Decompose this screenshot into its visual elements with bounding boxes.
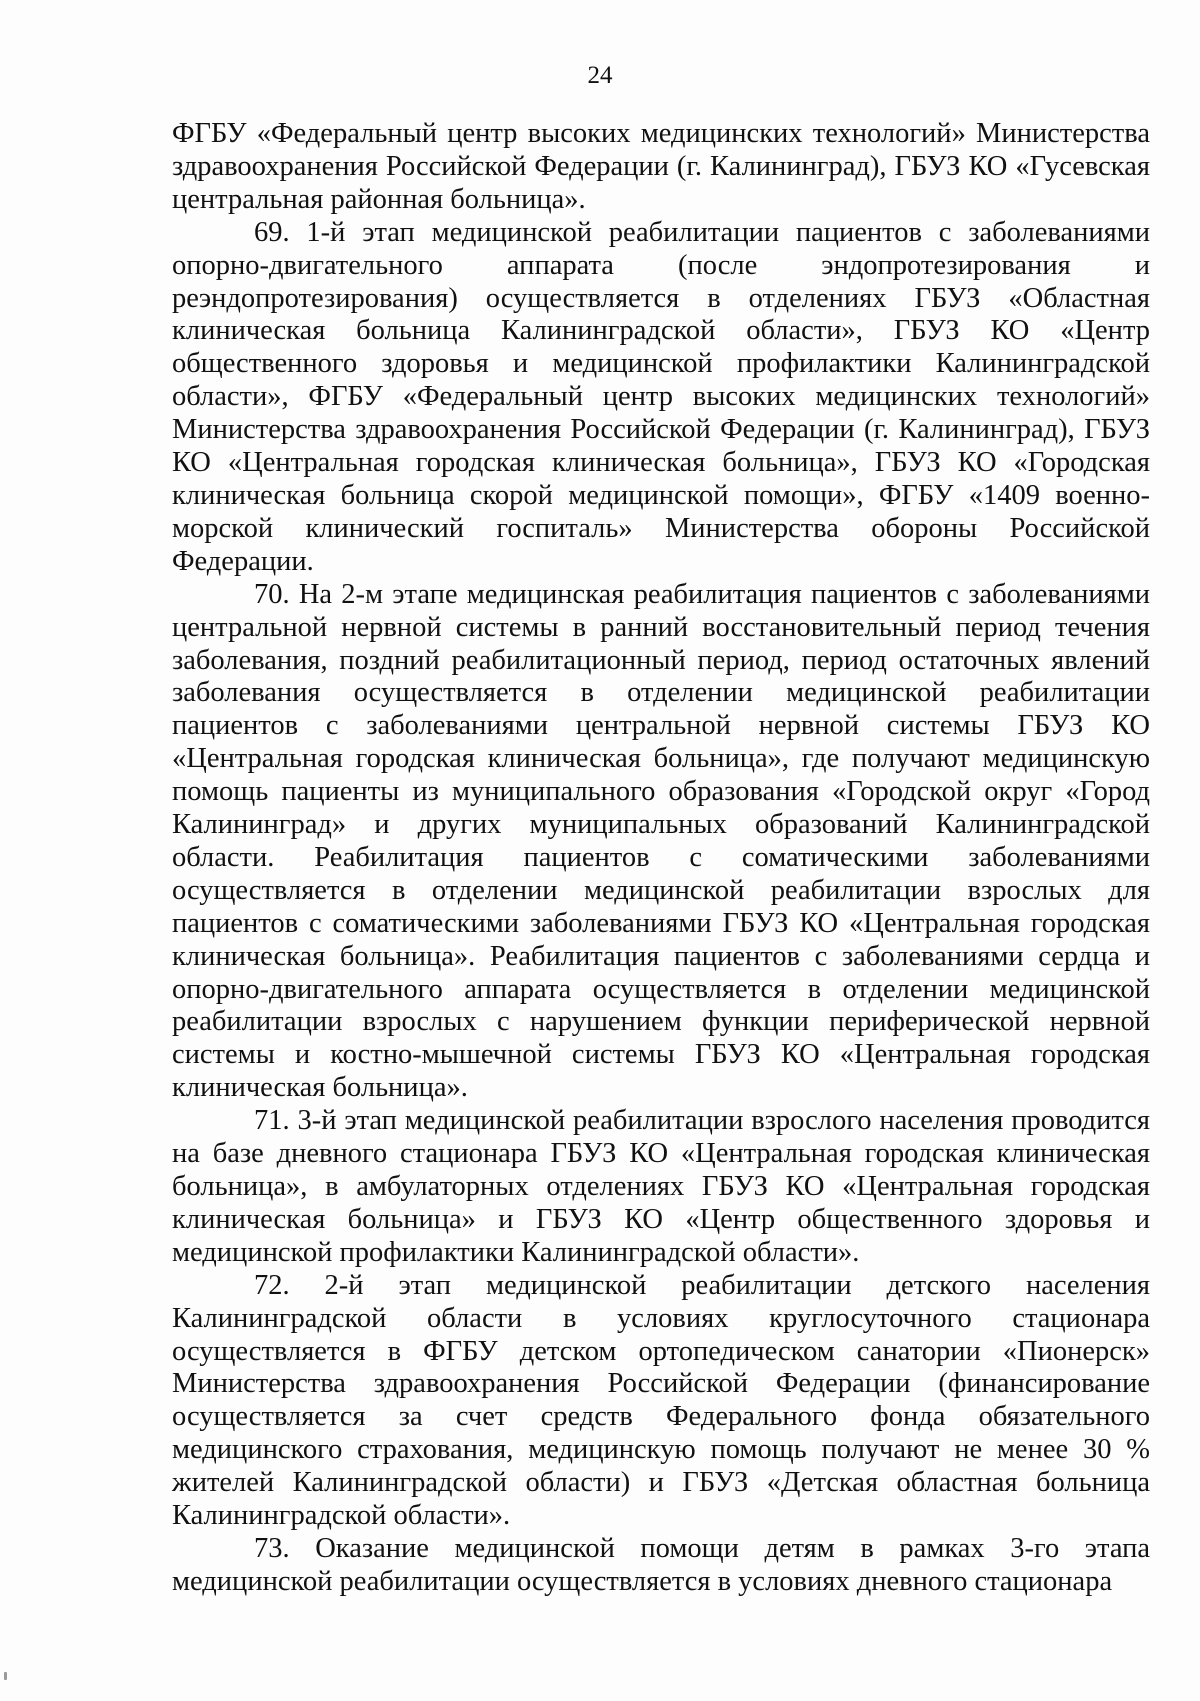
document-body <box>172 118 1150 1599</box>
scan-artifact-mark <box>4 1672 7 1680</box>
paragraph-71: 71. 3-й этап медицинской реабилитации взрослого населения проводится на базе дневного стационара ГБУЗ КО «Центральная городская клиническая больница», в амбулаторных отделениях ГБУЗ КО «Центральная городская клиническая больница» и ГБУЗ КО «Центр общественного здоровья и медицинской профилактики Калининградской области». <box>172 1105 1150 1268</box>
paragraph-72: 72. 2-й этап медицинской реабилитации детского населения Калининградской области в условиях круглосуточного стационара осуществляется в ФГБУ детском ортопедическом санатории «Пионерск» Министерства здравоохранения Российской Федерации (финансирование осуществляется за счет средств Федерального фонда обязательного медицинского страхования, медицинскую помощь получают не менее 30 % жителей Калининградской области) и ГБУЗ «Детская областная больница Калининградской области». <box>172 1269 1150 1532</box>
paragraph-69: 69. 1-й этап медицинской реабилитации пациентов с заболеваниями опорно-двигательного аппарата (после эндопротезирования и реэндопротезирования) осуществляется в отделениях ГБУЗ «Областная клиническая больница Калининградской области», ГБУЗ КО «Центр общественного здоровья и медицинской профилактики Калининградской области», ФГБУ «Федеральный центр высоких медицинских технологий» Министерства здравоохранения Российской Федерации (г. Калининград), ГБУЗ КО «Центральная городская клиническая больница», ГБУЗ КО «Городская клиническая больница скорой медицинской помощи», ФГБУ «1409 военно-морской клинический госпиталь» Министерства обороны Российской Федерации. <box>172 216 1150 577</box>
paragraph-73: 73. Оказание медицинской помощи детям в рамках 3-го этапа медицинской реабилитации осуществляется в условиях дневного стационара <box>172 1532 1150 1597</box>
paragraph-70: 70. На 2-м этапе медицинская реабилитация пациентов с заболеваниями центральной нервной системы в ранний восстановительный период течения заболевания, поздний реабилитационный период, период остаточных явлений заболевания осуществляется в отделении медицинской реабилитации пациентов с заболеваниями центральной нервной системы ГБУЗ КО «Центральная городская клиническая больница», где получают медицинскую помощь пациенты из муниципального образования «Городской округ «Город Калининград» и других муниципальных образований Калининградской области. Реабилитация пациентов с соматическими заболеваниями осуществляется в отделении медицинской реабилитации взрослых для пациентов с соматическими заболеваниями ГБУЗ КО «Центральная городская клиническая больница». Реабилитация пациентов с заболеваниями сердца и опорно-двигательного аппарата осуществляется в отделении медицинской реабилитации взрослых с нарушением функции периферической нервной системы и костно-мышечной системы ГБУЗ КО «Центральная городская клиническая больница». <box>172 578 1150 1104</box>
paragraph-continuation: ФГБУ «Федеральный центр высоких медицинских технологий» Министерства здравоохранения Российской Федерации (г. Калининград), ГБУЗ КО «Гусевская центральная районная больница». <box>172 118 1150 215</box>
page-number: 24 <box>587 62 613 89</box>
